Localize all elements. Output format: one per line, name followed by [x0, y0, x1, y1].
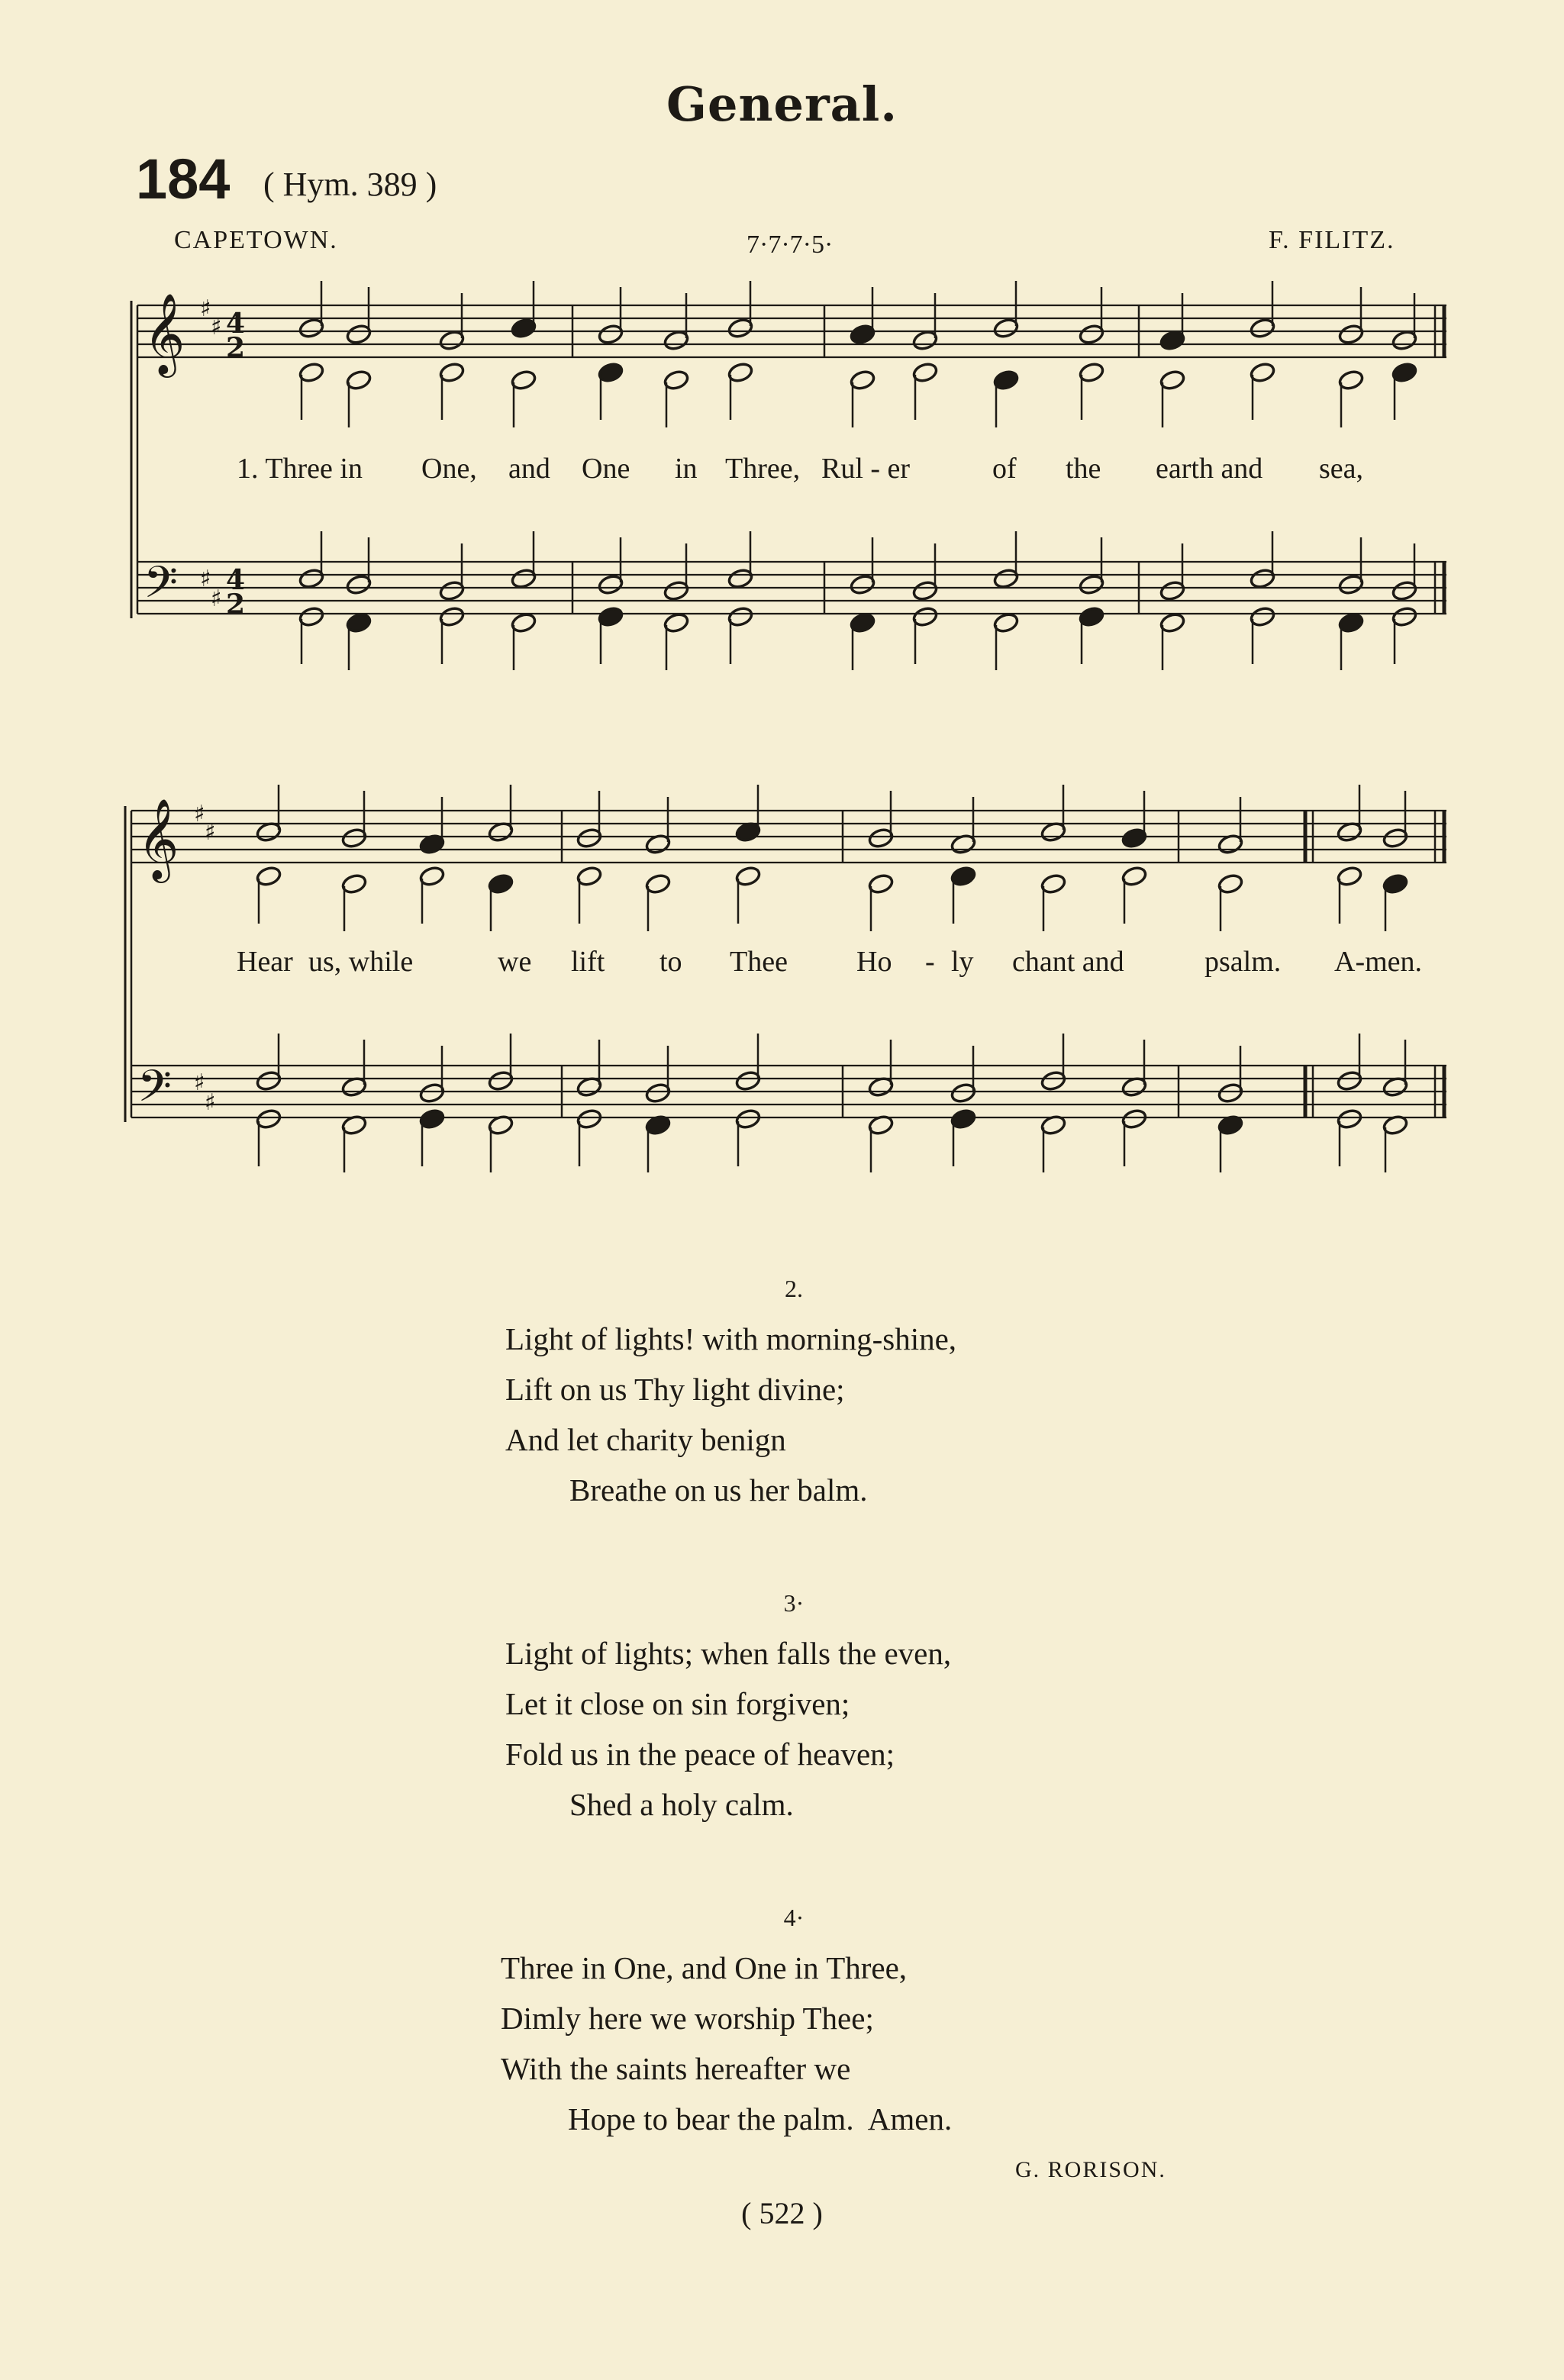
lyric-syllable: ly [951, 946, 974, 978]
verse-line: Fold us in the peace of heaven; [505, 1737, 895, 1772]
verse-line: Shed a holy calm. [569, 1787, 794, 1822]
bass-clef: 𝄢 [137, 1060, 173, 1123]
lyric-syllable: to [659, 946, 682, 978]
verse-line: Breathe on us her balm. [569, 1472, 868, 1508]
lyric-syllable: One [582, 453, 630, 485]
verse-line: Lift on us Thy light divine; [505, 1372, 845, 1407]
verse-line: Three in One, and One in Three, [501, 1950, 908, 1985]
lyric-syllable: One, [421, 453, 477, 485]
time-signature: 4 [226, 308, 246, 340]
verse-line: Light of lights! with morning-shine, [505, 1321, 957, 1356]
bass-clef: 𝄢 [144, 556, 179, 619]
verse-number: 4· [783, 1904, 805, 1931]
lyric-syllable: Ho [856, 946, 892, 978]
time-signature: 2 [226, 332, 246, 364]
lyric-syllable: and [508, 453, 550, 485]
lyric-syllable: Hear [237, 946, 293, 978]
lyric-syllable: Rul - er [821, 453, 911, 485]
lyric-syllable: of [992, 453, 1017, 485]
sharp-sign: ♯ [205, 819, 216, 846]
tune-name: CAPETOWN. [174, 226, 338, 254]
sharp-sign: ♯ [211, 314, 222, 340]
meter: 7·7·7·5· [747, 231, 834, 259]
author: G. RORISON. [1015, 2157, 1166, 2182]
composer: F. FILITZ. [1269, 226, 1395, 254]
lyric-syllable: earth and [1156, 453, 1263, 485]
lyric-syllable: the [1066, 453, 1101, 485]
lyric-syllable: sea, [1319, 453, 1364, 485]
lyric-syllable: Three, [725, 453, 801, 485]
section-title: General. [666, 76, 898, 132]
lyric-syllable: lift [571, 946, 605, 978]
verse-line: Light of lights; when falls the even, [505, 1636, 952, 1671]
verse-number: 2. [785, 1275, 803, 1302]
verse-line: Dimly here we worship Thee; [501, 2001, 874, 2036]
sharp-sign: ♯ [211, 585, 222, 612]
verse-line: And let charity benign [505, 1422, 786, 1457]
verse-line: Hope to bear the palm. Amen. [568, 2101, 953, 2137]
sharp-sign: ♯ [205, 1089, 216, 1116]
lyric-syllable: we [498, 946, 532, 978]
lyric-syllable: Thee [730, 946, 788, 978]
page-number: ( 522 ) [741, 2196, 823, 2230]
verse-line: With the saints hereafter we [501, 2051, 851, 2086]
treble-clef: 𝄞 [137, 798, 179, 879]
lyric-syllable: us, while [308, 946, 414, 978]
hymn-number: 184 [136, 147, 231, 211]
hymn-reference: ( Hym. 389 ) [263, 166, 437, 203]
sharp-sign: ♯ [194, 801, 205, 827]
time-signature: 4 [226, 564, 246, 596]
lyric-syllable: psalm. [1204, 946, 1282, 978]
treble-clef: 𝄞 [144, 292, 185, 374]
verse-line: Let it close on sin forgiven; [505, 1686, 850, 1721]
lyric-syllable: 1. Three in [237, 453, 363, 485]
lyric-syllable: chant and [1012, 946, 1124, 978]
verse-number: 3· [783, 1589, 805, 1617]
sharp-sign: ♯ [200, 566, 211, 592]
lyric-syllable: A-men. [1334, 946, 1423, 978]
sharp-sign: ♯ [194, 1069, 205, 1096]
lyric-syllable: - [925, 946, 935, 978]
time-signature: 2 [226, 589, 246, 621]
lyric-syllable: in [675, 453, 698, 485]
sharp-sign: ♯ [200, 295, 211, 322]
